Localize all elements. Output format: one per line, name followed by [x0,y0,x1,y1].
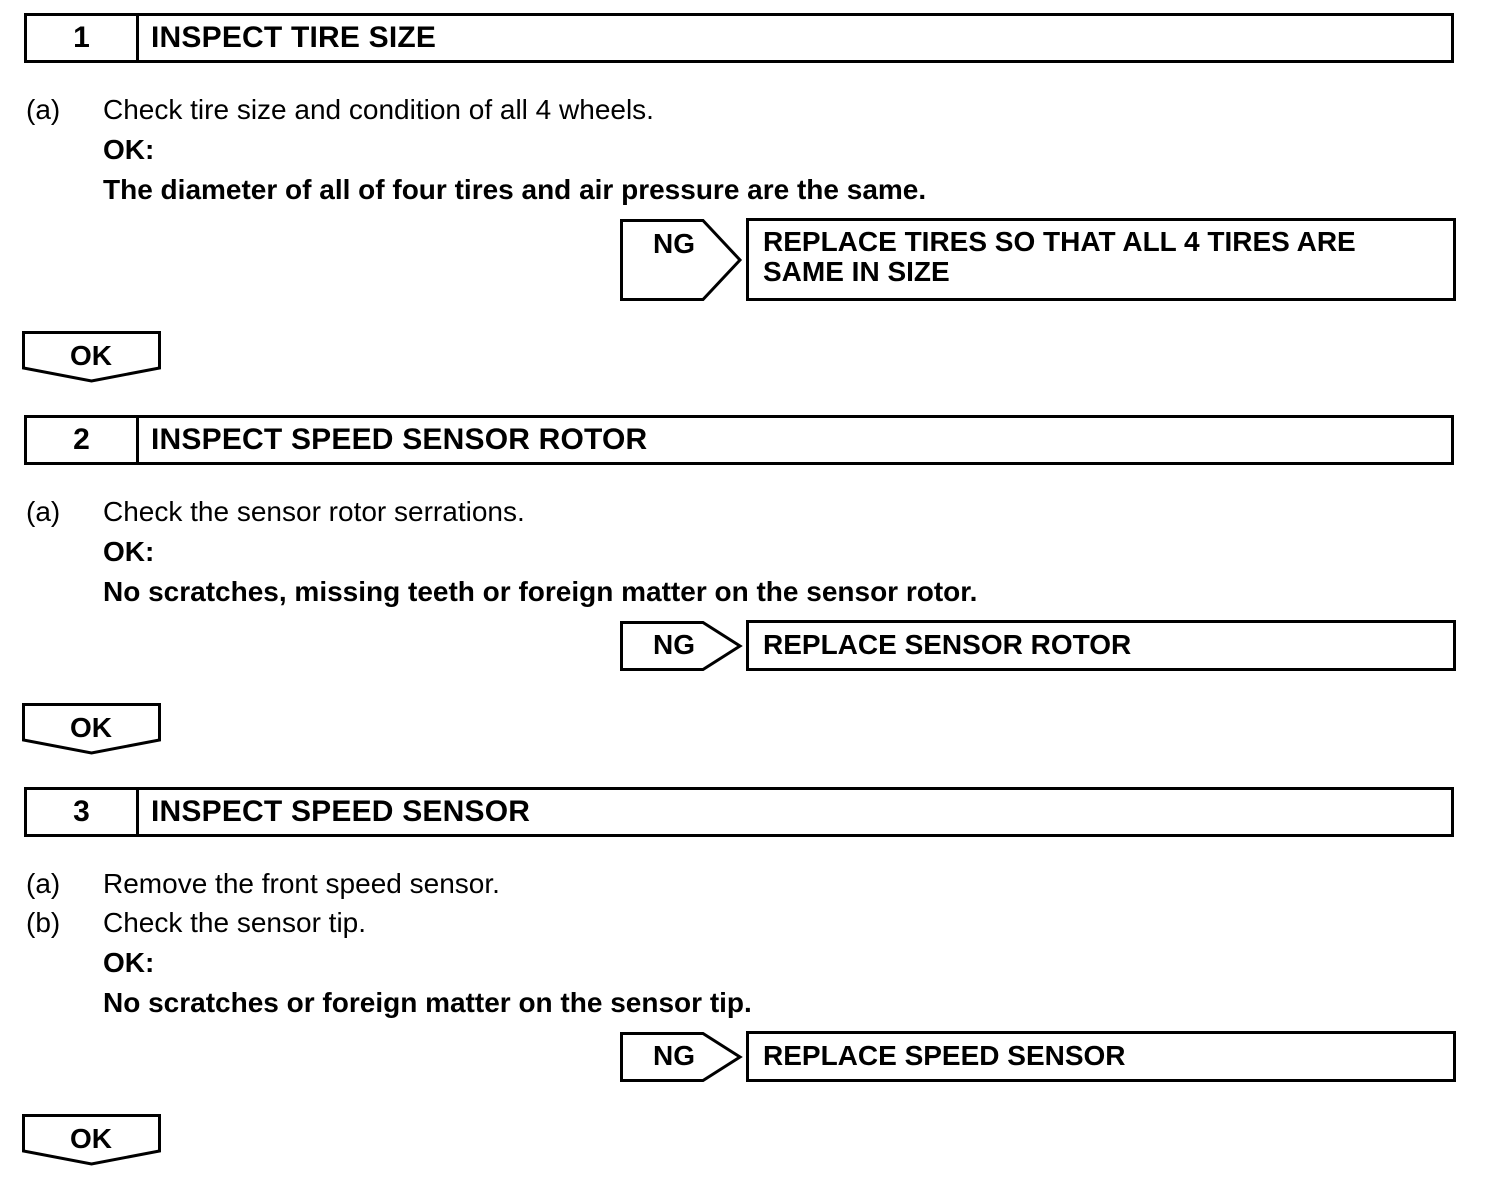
ok-arrow [22,331,162,383]
step-number: 3 [27,790,139,834]
step-number: 2 [27,418,139,462]
step-title: INSPECT TIRE SIZE [151,21,437,54]
ok-arrow [22,703,162,755]
ok-criteria-label: OK: [103,134,155,165]
item-text: Check the sensor tip. [103,907,367,938]
ok-criteria-text: No scratches or foreign matter on the sensor tip. [103,987,752,1018]
item-label: (a) [26,94,61,125]
step-1-header [24,13,1454,63]
ok-arrow-label: OK [70,712,112,743]
ng-arrow [620,621,744,671]
step-2-header [24,415,1454,465]
ok-criteria-label: OK: [103,536,155,567]
item-label: (a) [26,868,61,899]
ok-arrow-label: OK [70,1123,112,1154]
step-3-header [24,787,1454,837]
ng-action-line-2: SAME IN SIZE [763,256,950,287]
item-text: Check tire size and condition of all 4 wheels. [103,94,654,125]
ng-action-box [746,620,1456,671]
ng-arrow [620,1032,744,1082]
item-label: (b) [26,907,61,938]
ok-arrow [22,1114,162,1166]
item-label: (a) [26,496,61,527]
item-text: Check the sensor rotor serrations. [103,496,525,527]
ok-criteria-text: The diameter of all of four tires and air pressure are the same. [103,174,927,205]
item-text: Remove the front speed sensor. [103,868,500,899]
ng-action-box [746,1031,1456,1082]
ng-action-box [746,218,1456,301]
ng-label: NG [653,228,695,259]
ng-action-text: REPLACE SENSOR ROTOR [763,629,1132,660]
ok-criteria-label: OK: [103,947,155,978]
ng-action-text: REPLACE SPEED SENSOR [763,1040,1126,1071]
step-title: INSPECT SPEED SENSOR ROTOR [151,423,648,456]
ng-label: NG [653,629,695,660]
ok-criteria-text: No scratches, missing teeth or foreign matter on the sensor rotor. [103,576,978,607]
ng-label: NG [653,1040,695,1071]
ng-action-line-1: REPLACE TIRES SO THAT ALL 4 TIRES ARE [763,226,1356,257]
ng-arrow [620,219,744,301]
step-number: 1 [27,16,139,60]
step-title: INSPECT SPEED SENSOR [151,795,531,828]
ok-arrow-label: OK [70,340,112,371]
